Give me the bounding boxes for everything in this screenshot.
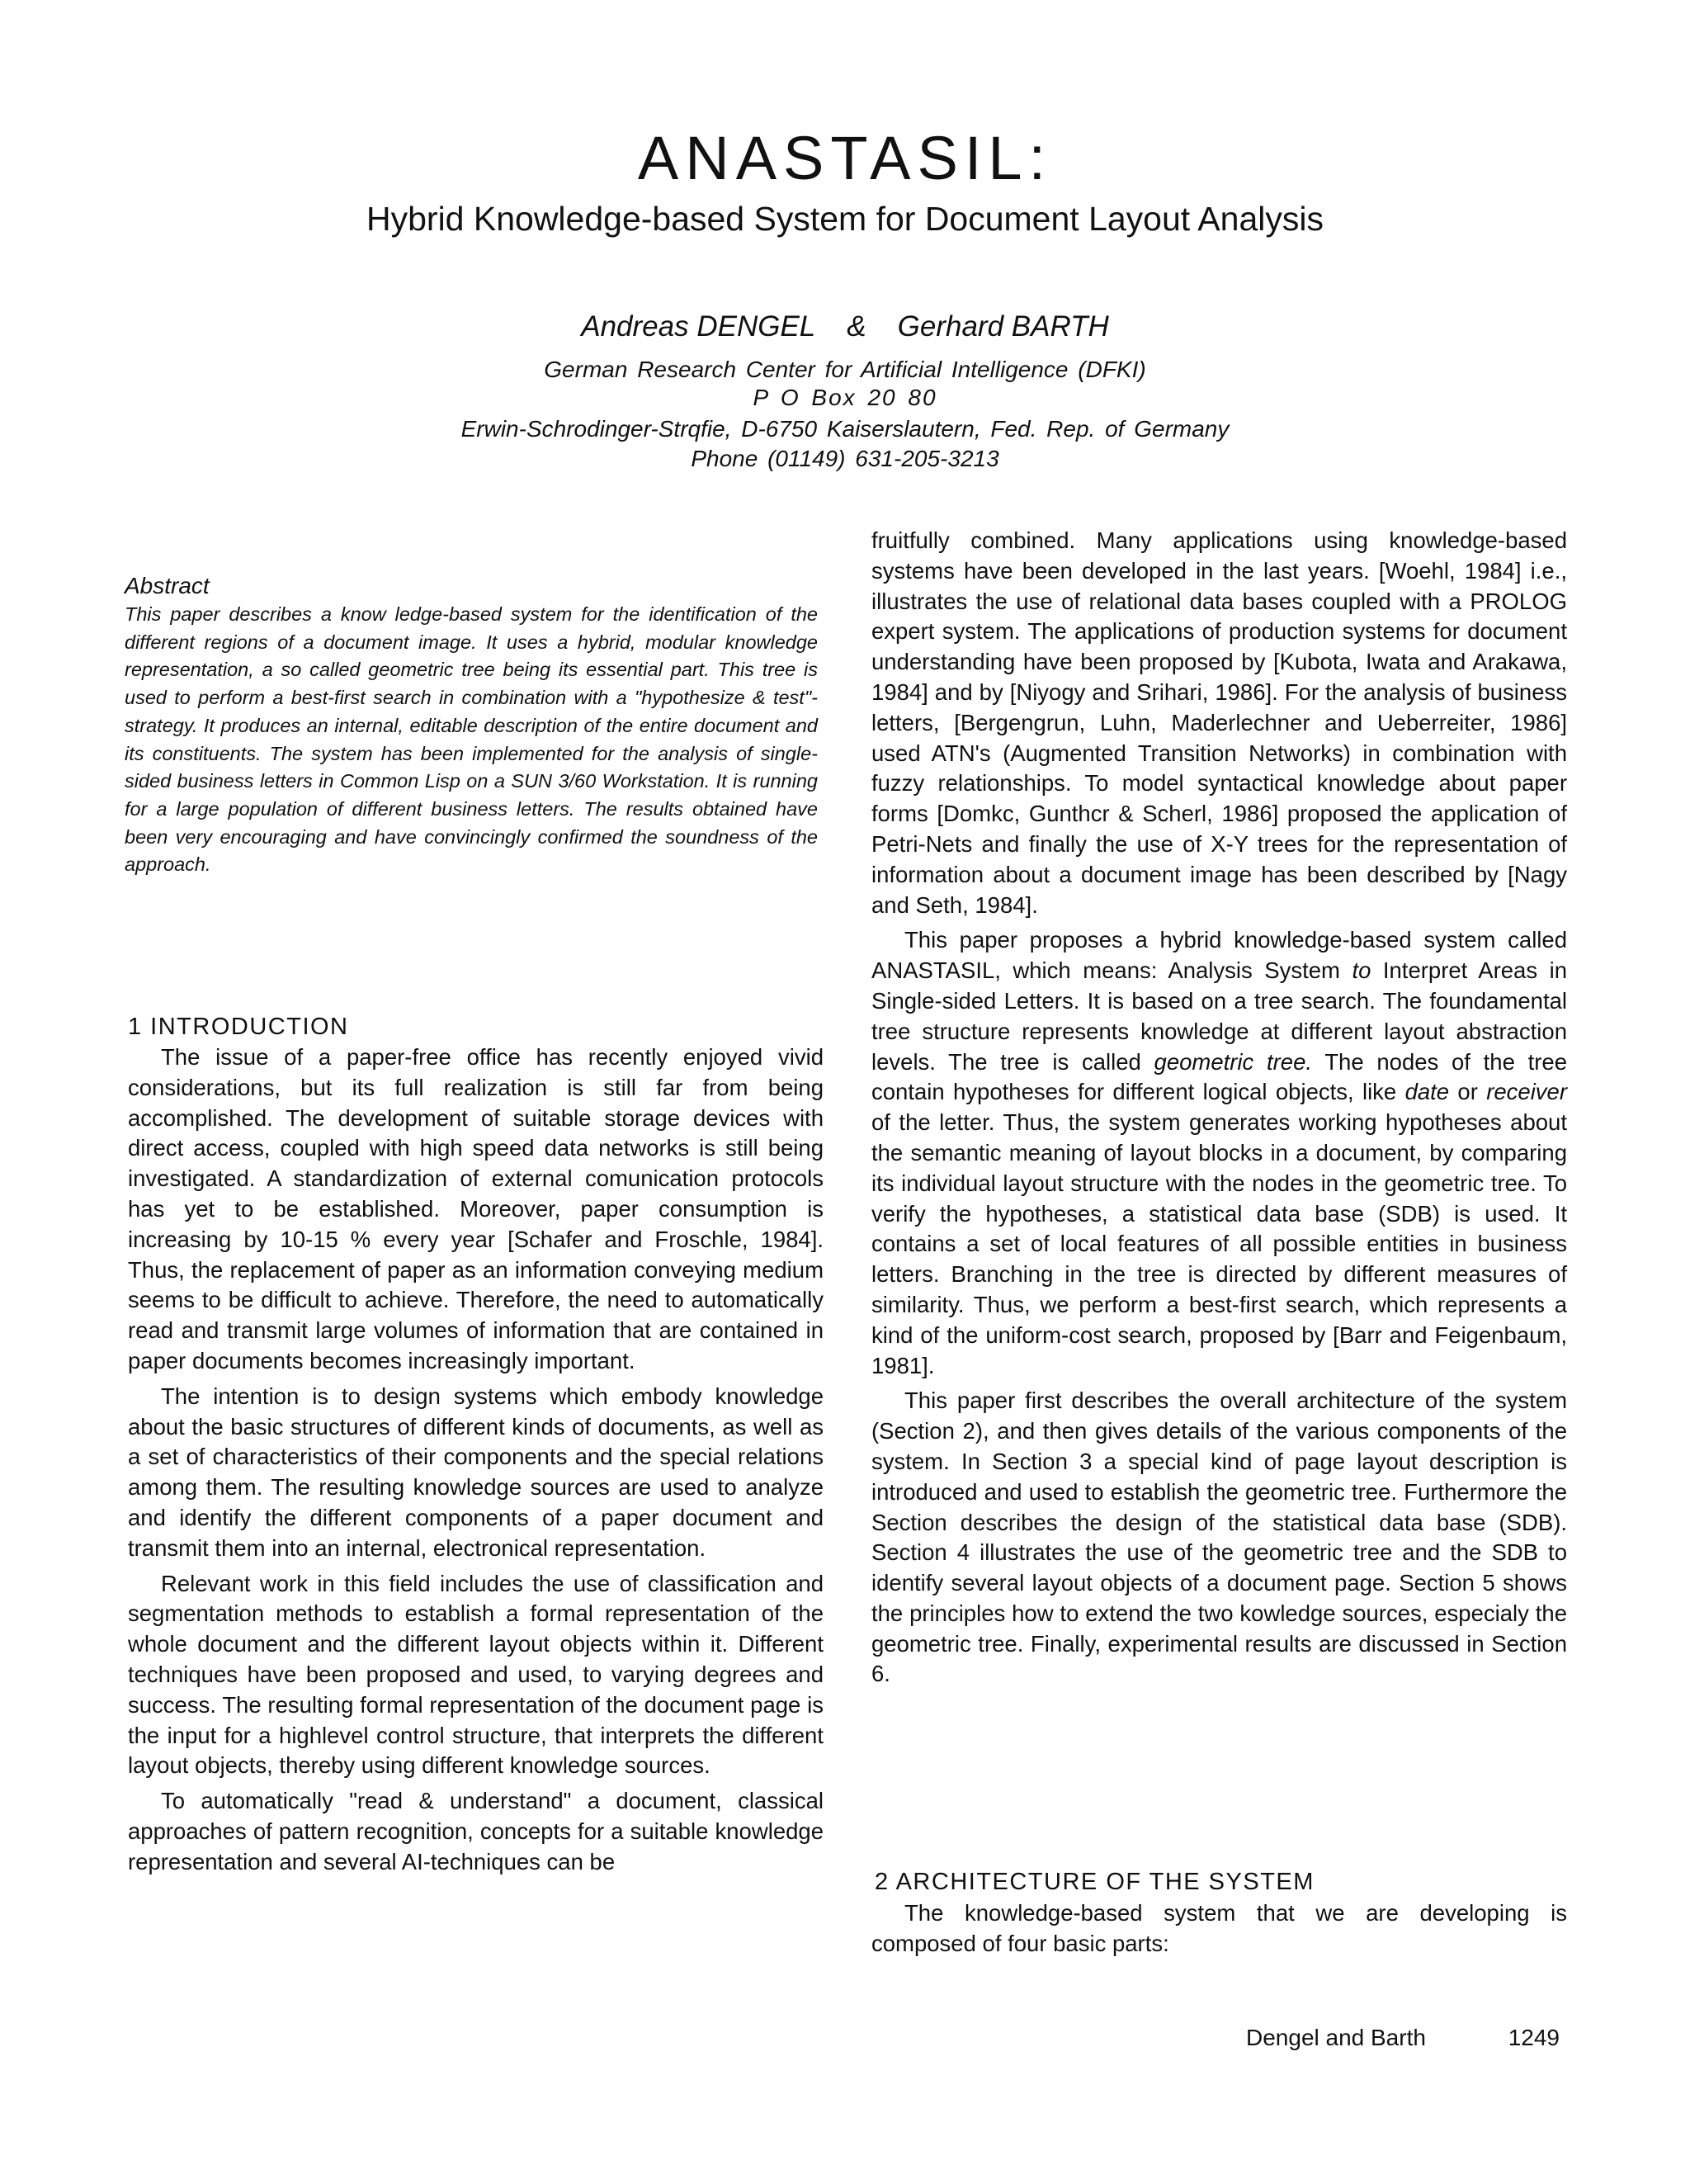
abstract-heading: Abstract <box>125 573 210 598</box>
text-run: This paper proposes a hybrid knowledge-based system called ANASTASIL, which means: Analysis System <box>871 927 1567 984</box>
paper-title: ANASTASIL: <box>637 124 1053 192</box>
architecture-body <box>871 1898 1567 1964</box>
paragraph: The knowledge-based system that we are developing is composed of four basic parts: <box>871 1900 1567 1956</box>
affiliation-phone: Phone (01149) 631-205-3213 <box>691 446 999 471</box>
emphasis: date <box>1404 1079 1450 1105</box>
author-separator: & <box>847 310 866 343</box>
text-run: The nodes of the tree contain hypotheses for different logical objects, like <box>871 1048 1567 1105</box>
text-run: of the letter. Thus, the system generates working hypotheses about the semantic meaning of layout blocks in a document, by comparing its individual layout structure with the nodes in the geometric tree. To verify the hypotheses, a statistical data base (SDB) is used. It contains a set of local features of all possible entities in business letters. Branching in the tree is directed by different measures of similarity. Thus, we perform a best-first search, which represents a kind of the uniform-cost search, proposed by [Barr and Feigenbaum, 1981]. <box>871 1109 1567 1378</box>
section-heading-architecture: 2 ARCHITECTURE OF THE SYSTEM <box>875 1869 1315 1895</box>
emphasis: geometric tree. <box>1154 1048 1313 1075</box>
paper-subtitle: Hybrid Knowledge-based System for Document Layout Analysis <box>366 200 1324 238</box>
footer-authors: Dengel and Barth <box>1246 2025 1426 2050</box>
emphasis: receiver <box>1486 1079 1568 1105</box>
text-run: Interpret Areas in Single-sided Letters. It is based on a tree search. The foundamental tree structure represents knowledge at different layout abstraction levels. The tree is called <box>871 957 1567 1075</box>
paragraph: To automatically "read & understand" a document, classical approaches of pattern recognition, concepts for a suitable knowledge representation and several AI-techniques can be <box>128 1788 824 1874</box>
text-run: or <box>1449 1079 1487 1105</box>
page-number: 1249 <box>1508 2025 1560 2050</box>
affiliation-po-box: P O Box 20 80 <box>753 385 937 410</box>
paragraph <box>871 925 1567 1381</box>
paragraph: Relevant work in this field includes the use of classification and segmentation methods to establish a formal representation of the whole document and the different layout objects within it. Different techniques have been proposed and used, to varying degrees and success. The resulting formal representation of the document page is the input for a highlevel control structure, that interprets the different layout objects, thereby using different knowledge sources. <box>128 1570 824 1779</box>
paragraph: The intention is to design systems which embody knowledge about the basic structures of different kinds of documents, as well as a set of characteristics of their components and the special relations among them. The resulting knowledge sources are used to analyze and identify the different components of a paper document and transmit them into an internal, electronical representation. <box>128 1383 824 1561</box>
abstract-body: This paper describes a know ledge-based system for the identification of the different regions of a document image. It uses a hybrid, modular knowledge representation, a so called geometric tree being its essential part. This tree is used to perform a best-first search in combination with a "hypothesize & test"-strategy. It produces an internal, editable description of the entire document and its constituents. The system has been implemented for the analysis of single-sided business letters in Common Lisp on a SUN 3/60 Workstation. It is running for a large population of different business letters. The results obtained have been very encouraging and have convincingly confirmed the soundness of the approach. <box>125 603 818 876</box>
affiliation-institution: German Research Center for Artificial Intelligence (DFKI) <box>544 357 1146 382</box>
affiliation-address: Erwin-Schrodinger-Strqfie, D-6750 Kaiserslautern, Fed. Rep. of Germany <box>460 416 1230 442</box>
introduction-body <box>128 1042 824 1883</box>
right-column-body <box>871 526 1567 1695</box>
author-name: Andreas DENGEL <box>581 310 816 343</box>
paragraph: This paper first describes the overall architecture of the system (Section 2), and then gives details of the various components of the system. In Section 3 a special kind of page layout description is introduced and used to establish the geometric tree. Furthermore the Section describes the design of the statistical data base (SDB). Section 4 illustrates the use of the geometric tree and the SDB to identify several layout objects of a document page. Section 5 shows the principles how to extend the two kowledge sources, especialy the geometric tree. Finally, experimental results are discussed in Section 6. <box>871 1387 1567 1687</box>
section-heading-introduction: 1 INTRODUCTION <box>128 1014 349 1040</box>
emphasis: to <box>1352 957 1371 984</box>
page-footer <box>1246 2025 1560 2051</box>
author-line <box>0 312 1690 341</box>
paragraph: fruitfully combined. Many applications using knowledge-based systems have been developed in the last years. [Woehl, 1984] i.e., illustrates the use of relational data bases coupled with a PROLOG expert system. The applications of production systems for document understanding have been proposed by [Kubota, Iwata and Arakawa, 1984] and by [Niyogy and Srihari, 1986]. For the analysis of business letters, [Bergengrun, Luhn, Maderlechner and Ueberreiter, 1986] used ATN's (Augmented Transition Networks) in combination with fuzzy relationships. To model syntactical knowledge about paper forms [Domkc, Gunthcr & Scherl, 1986] proposed the application of Petri-Nets and finally the use of X-Y trees for the representation of information about a document image has been described by [Nagy and Seth, 1984]. <box>871 527 1567 918</box>
author-name: Gerhard BARTH <box>897 310 1109 343</box>
paragraph: The issue of a paper-free office has recently enjoyed vivid considerations, but its full realization is still far from being accomplished. The development of suitable storage devices with direct access, coupled with high speed data networks is still being investigated. A standardization of external comunication protocols has yet to be established. Moreover, paper consumption is increasing by 10-15 % every year [Schafer and Froschle, 1984]. Thus, the replacement of paper as an information conveying medium seems to be difficult to achieve. Therefore, the need to automatically read and transmit large volumes of information that are contained in paper documents becomes increasingly important. <box>128 1044 824 1373</box>
